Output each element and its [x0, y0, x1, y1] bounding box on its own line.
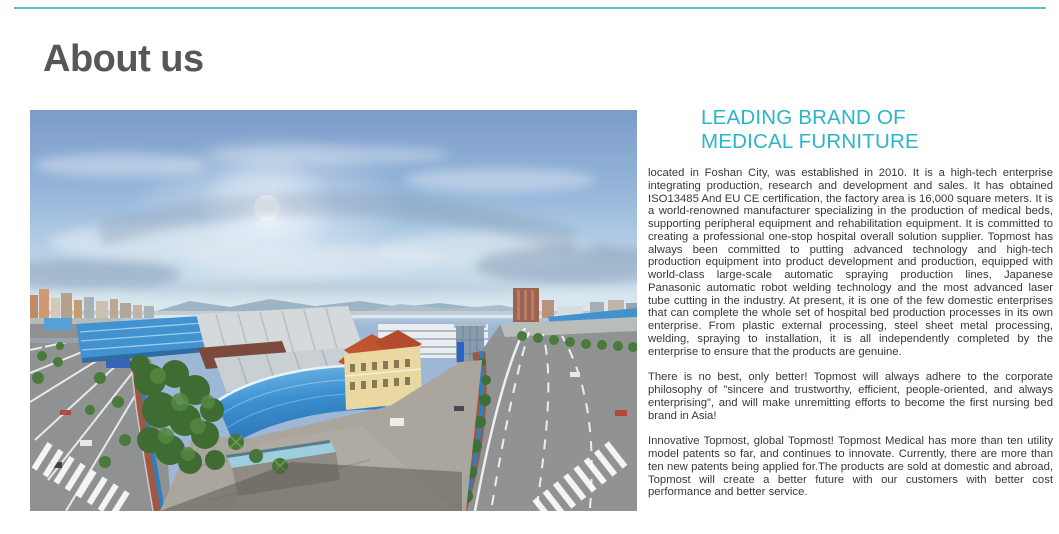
- about-paragraph-2: There is no best, only better! Topmost will always adhere to the corporate philosophy of "sincere and trustworthy, efficient, people-oriented, and always enterprising", and will make unremitting efforts to become the first nursing bed brand in Asia!: [648, 371, 1053, 422]
- lead-heading-line1: LEADING BRAND OF: [701, 106, 906, 129]
- factory-panorama-illustration: [30, 110, 637, 511]
- top-divider: [14, 7, 1046, 9]
- lead-heading-line2: MEDICAL FURNITURE: [701, 129, 919, 153]
- about-text-column: [648, 106, 1053, 499]
- lead-heading: [701, 106, 1053, 153]
- factory-panorama-image: [30, 110, 637, 511]
- about-paragraph-1: located in Foshan City, was established in 2010. It is a high-tech enterprise integrating production, research and development and sales. It has obtained ISO13485 And EU CE certification, the factory area is 16,000 square meters. It is a world-renowned manufacturer specializing in the production of medical beds, supporting peripheral equipment and rehabilitation equipment. It is committed to creating a professional one-stop hospital overall solution supplier. Topmost has always been committed to putting advanced technology and high-tech production equipment into product development and production, equipped with world-class large-scale automatic spraying production lines, Japanese Panasonic automatic robot welding technology and the most advanced laser tube cutting in the industry. At present, it is one of the few domestic enterprises that can complete the whole set of hospital bed production processes in its own enterprise. From plastic external processing, steel sheet metal processing, welding, spraying to installation, it is all independently completed by the enterprise to ensure that the products are genuine.: [648, 167, 1053, 358]
- about-paragraphs: [648, 167, 1053, 499]
- page-title: About us: [43, 38, 204, 80]
- about-paragraph-3: Innovative Topmost, global Topmost! Topmost Medical has more than ten utility model patents so far, and continues to innovate. Currently, there are more than ten new patents being applied for.The products are sold at domestic and abroad, Topmost will create a better future with our customers with better cost performance and better service.: [648, 435, 1053, 499]
